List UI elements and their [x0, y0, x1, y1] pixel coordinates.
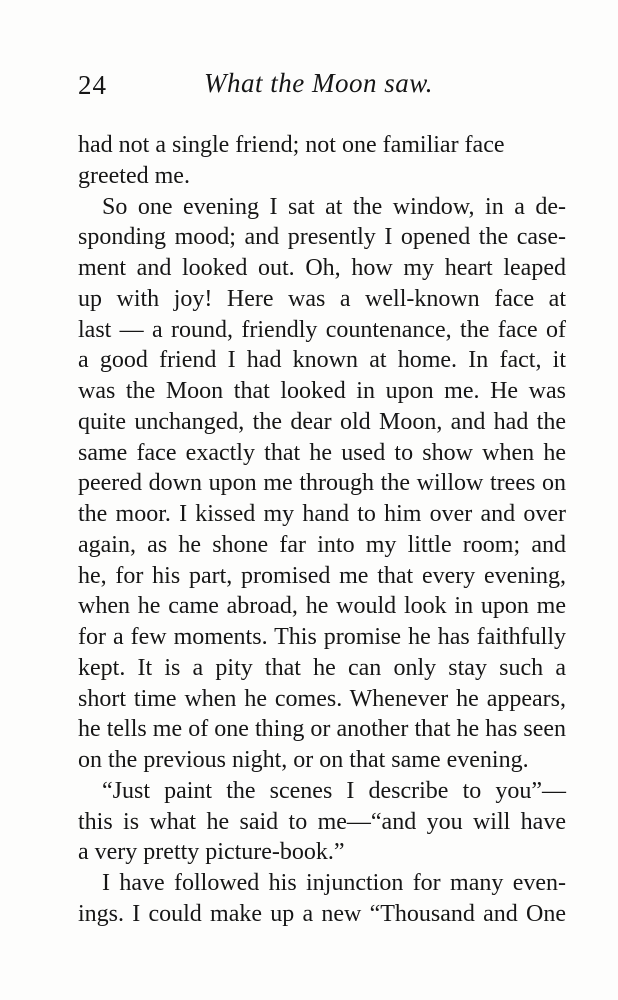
text-line: short time when he comes. Whenever he appears, [78, 685, 566, 712]
text-line: I have followed his injunction for many even- [102, 870, 566, 896]
text-line: he tells me of one thing or another that he has seen [78, 716, 566, 743]
text-line: same face exactly that he used to show when he [78, 439, 566, 466]
text-line: last — a round, friendly countenance, the face of [78, 316, 566, 343]
page-number: 24 [78, 70, 107, 100]
text-line: this is what he said to me—“and you will have [78, 808, 566, 835]
text-line: was the Moon that looked in upon me. He was [78, 378, 566, 404]
text-line: ment and looked out. Oh, how my heart leaped [78, 255, 566, 281]
text-line: had not a single friend; not one familiar face [78, 132, 505, 158]
text-line: on the previous night, or on that same evening. [78, 747, 529, 773]
running-head [78, 68, 566, 104]
text-line: greeted me. [78, 162, 190, 189]
text-line: quite unchanged, the dear old Moon, and had the [78, 408, 566, 435]
body-text [78, 130, 566, 930]
text-line: up with joy! Here was a well-known face at [78, 285, 566, 312]
text-line: So one evening I sat at the window, in a de- [102, 193, 566, 220]
text-line: peered down upon me through the willow trees on [78, 470, 566, 497]
text-line: for a few moments. This promise he has faithfully [78, 624, 566, 650]
text-line: again, as he shone far into my little room; and [78, 531, 566, 558]
text-line: a good friend I had known at home. In fact, it [78, 347, 566, 374]
text-line: the moor. I kissed my hand to him over and over [78, 501, 566, 527]
text-line: sponding mood; and presently I opened the case- [78, 224, 566, 251]
text-line: he, for his part, promised me that every evening, [78, 562, 566, 589]
text-line: ings. I could make up a new “Thousand and One [78, 900, 566, 927]
text-line: when he came abroad, he would look in upon me [78, 593, 566, 620]
text-line: a very pretty picture-book.” [78, 839, 345, 866]
text-line: kept. It is a pity that he can only stay such a [78, 654, 566, 681]
text-line: “Just paint the scenes I describe to you”— [102, 777, 566, 804]
running-title: What the Moon saw. [204, 68, 433, 98]
